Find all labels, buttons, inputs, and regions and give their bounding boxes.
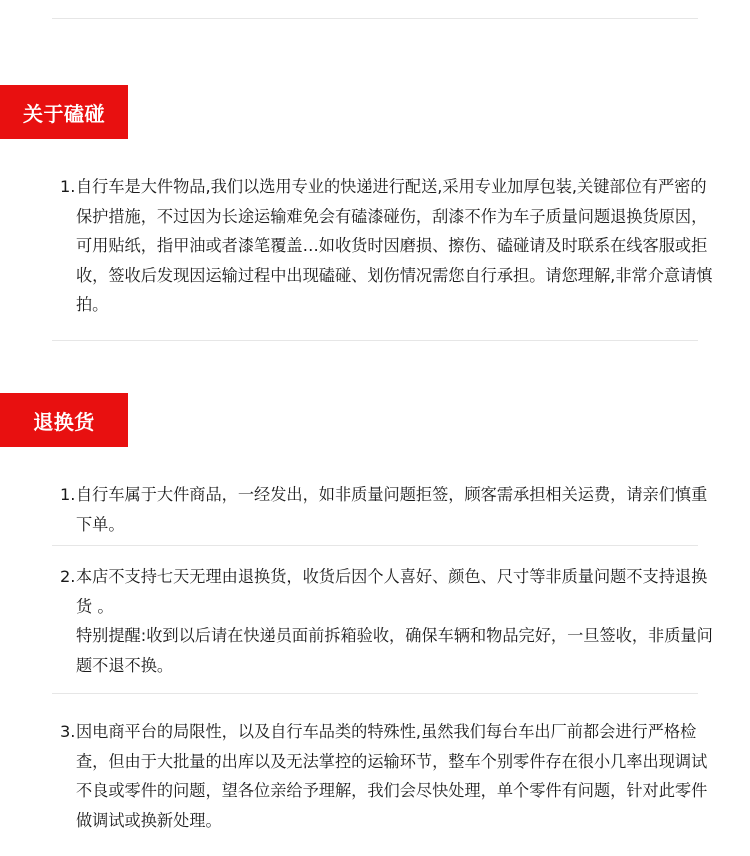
divider (52, 545, 698, 546)
returns-item-2 (60, 562, 714, 680)
collision-paragraph (60, 172, 714, 320)
special-reminder: 特别提醒:收到以后请在快递员面前拆箱验收，确保车辆和物品完好，一旦签收，非质量问题不退不换。 (76, 626, 713, 675)
list-item (60, 717, 714, 835)
section-tag-returns: 退换货 (0, 393, 128, 447)
item-number: 2. (60, 567, 76, 586)
item-text: 自行车属于大件商品，一经发出，如非质量问题拒签，顾客需承担相关运费，请亲们慎重下单。 (76, 485, 708, 534)
item-number: 1. (60, 177, 76, 196)
divider (52, 340, 698, 341)
divider (52, 18, 698, 19)
list-item (60, 480, 714, 539)
item-number: 3. (60, 722, 76, 741)
item-text: 自行车是大件物品,我们以选用专业的快递进行配送,采用专业加厚包装,关键部位有严密的保护措施，不过因为长途运输难免会有磕漆碰伤，刮漆不作为车子质量问题退换货原因，可用贴纸，指甲油或者漆笔覆盖…如收货时因磨损、擦伤、磕碰请及时联系在线客服或拒收，签收后发现因运输过程中出现磕碰、划伤情况需您自行承担。请您理解,非常介意请慎拍。 (76, 177, 713, 314)
list-item (60, 172, 714, 320)
returns-item-3 (60, 717, 714, 835)
item-text: 本店不支持七天无理由退换货，收货后因个人喜好、颜色、尺寸等非质量问题不支持退换货 。 (76, 567, 708, 616)
item-text: 因电商平台的局限性，以及自行车品类的特殊性,虽然我们每台车出厂前都会进行严格检查，但由于大批量的出库以及无法掌控的运输环节，整车个别零件存在很小几率出现调试不良或零件的问题，望各位亲给予理解，我们会尽快处理，单个零件有问题，针对此零件做调试或换新处理。 (76, 722, 708, 830)
item-number: 1. (60, 485, 76, 504)
returns-item-1 (60, 480, 714, 539)
list-item (60, 562, 714, 621)
section-tag-collision: 关于磕碰 (0, 85, 128, 139)
divider (52, 693, 698, 694)
